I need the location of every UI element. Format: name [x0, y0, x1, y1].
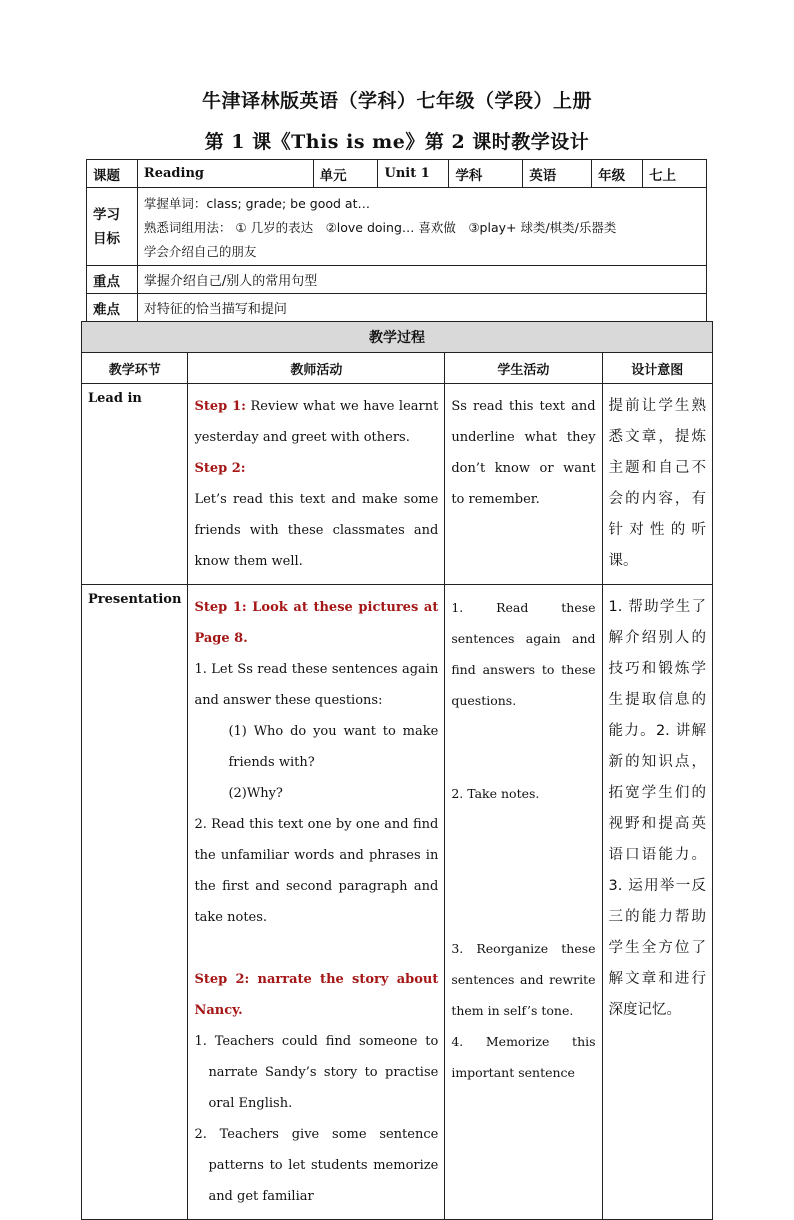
teacher-item: 1. Let Ss read these sentences again and answer these questions: [194, 662, 439, 708]
teacher-item: 1. Teachers could find someone to narrate Sandy’s story to practise oral English. [194, 1034, 439, 1111]
objective-item: 学会介绍自己的朋友 [143, 244, 257, 259]
difficult-value: 对特征的恰当描写和提问 [137, 294, 706, 322]
step-label: Step 2: [194, 461, 246, 476]
lead-in-intent [602, 384, 712, 585]
student-item: 2. Take notes. [451, 786, 540, 801]
step-text: Let’s read this text and make some friends with these classmates and know them well. [194, 492, 439, 569]
topic-label: 课题 [87, 160, 138, 188]
grade-value: 七上 [643, 160, 707, 188]
unit-label: 单元 [313, 160, 378, 188]
objectives-label: 学习目标 [87, 188, 138, 266]
objective-item: 熟悉词组用法： ① 几岁的表达 ②love doing… 喜欢做 ③play+ 球类/棋类/乐器类 [143, 220, 617, 235]
step-title: Step 1: Look at these pictures at Page 8. [194, 600, 439, 646]
stage-presentation [82, 585, 188, 1220]
lead-in-student [445, 384, 602, 585]
step-title: Step 2: narrate the story about Nancy. [194, 972, 439, 1018]
step-label: Step 1: [194, 399, 246, 414]
student-item: 3. Reorganize these sentences and rewrite them in self’s tone. [451, 941, 596, 1018]
doc-title-line2: 第 1 课《This is me》第 2 课时教学设计 [204, 131, 590, 153]
stage-label: Presentation [88, 592, 182, 607]
difficult-label: 难点 [87, 294, 138, 322]
student-item: 1. Read these sentences again and find answers to these questions. [451, 600, 596, 708]
intent-text: 1. 帮助学生了解介绍别人的技巧和锻炼学生提取信息的能力。2. 讲解新的知识点，拓宽学生们的视野和提高英语口语能力。3. 运用举一反三的能力帮助学生全方位了解文章和进行深度记忆。 [608, 599, 706, 1018]
teacher-item: 2. Read this text one by one and find the unfamiliar words and phrases in the first and second paragraph and take notes. [194, 817, 439, 925]
col-stage: 教学环节 [82, 353, 188, 384]
step-text: Review what we have learnt yesterday and greet with others. [194, 399, 439, 445]
stage-label: Lead in [88, 391, 142, 406]
col-intent: 设计意图 [602, 353, 712, 384]
stage-lead-in [82, 384, 188, 585]
presentation-student [445, 585, 602, 1220]
presentation-intent [602, 585, 712, 1220]
unit-value: Unit 1 [378, 160, 449, 188]
question-item: (1) Who do you want to make friends with? [228, 724, 439, 770]
key-label: 重点 [87, 266, 138, 294]
process-table [81, 321, 713, 1220]
objective-item: 掌握单词：class; grade; be good at… [143, 196, 370, 211]
key-value: 掌握介绍自己/别人的常用句型 [137, 266, 706, 294]
subject-value: 英语 [523, 160, 592, 188]
process-header: 教学过程 [82, 322, 713, 353]
objectives-cell [137, 188, 706, 266]
student-item: 4. Memorize this important sentence [451, 1034, 596, 1080]
col-teacher: 教师活动 [188, 353, 445, 384]
info-table [86, 159, 707, 322]
lead-in-teacher [188, 384, 445, 585]
question-item: (2)Why? [228, 786, 283, 801]
subject-label: 学科 [449, 160, 523, 188]
grade-label: 年级 [592, 160, 643, 188]
intent-text: 提前让学生熟悉文章，提炼主题和自己不会的内容，有针对性的听课。 [608, 398, 706, 569]
teacher-item: 2. Teachers give some sentence patterns to let students memorize and get familiar [194, 1127, 439, 1204]
col-student: 学生活动 [445, 353, 602, 384]
presentation-teacher [188, 585, 445, 1220]
topic-value: Reading [137, 160, 313, 188]
student-text: Ss read this text and underline what they don’t know or want to remember. [451, 399, 596, 507]
doc-title-line1: 牛津译林版英语（学科）七年级（学段）上册 [201, 90, 592, 112]
